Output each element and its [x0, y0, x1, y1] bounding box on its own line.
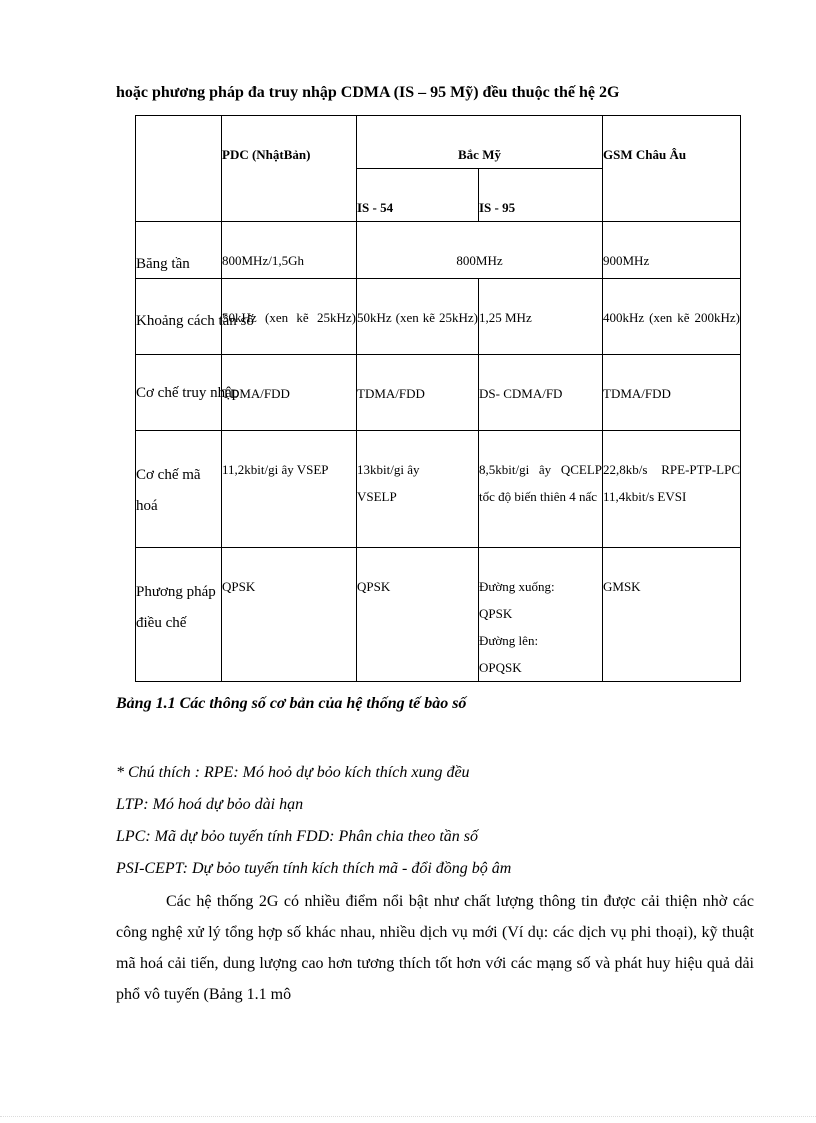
cell-gsm: GMSK — [603, 548, 741, 682]
row-label: Cơ chế mã hoá — [136, 431, 222, 548]
table-row — [136, 222, 741, 279]
cell-pdc: 800MHz/1,5Gh — [222, 222, 357, 279]
cell-pdc: TDMA/FDD — [222, 355, 357, 431]
row-label: Phương pháp điều chế — [136, 548, 222, 682]
note-item: LPC: Mã dự bỏo tuyến tính FDD: Phân chia theo tần số — [116, 828, 479, 845]
body-paragraph: Các hệ thống 2G có nhiều điểm nổi bật như chất lượng thông tin được cải thiện nhờ các công nghệ xử lý tổng hợp số khác nhau, nhiều dịch vụ mới (Ví dụ: các dịch vụ phi thoại), kỹ thuật mã hoá cải tiến, dung lượng cao hơn tương thích tốt hơn với các mạng số và phát huy hiệu quả dải phổ vô tuyến (Bảng 1.1 mô — [116, 893, 754, 1003]
row-label: Cơ chế truy nhập — [136, 355, 222, 431]
cell-is95: 1,25 MHz — [479, 279, 603, 355]
header-corner-cell — [136, 116, 222, 222]
cell-is54: 13kbit/gi ây VSELP — [357, 431, 479, 548]
cell-is54: TDMA/FDD — [357, 355, 479, 431]
cell-is54: 50kHz (xen kẽ 25kHz) — [357, 279, 479, 355]
row-label: Khoảng cách tần số — [136, 279, 222, 355]
cell-is54: QPSK — [357, 548, 479, 682]
intro-line: hoặc phương pháp đa truy nhập CDMA (IS – 95 Mỹ) đều thuộc thế hệ 2G — [116, 84, 620, 101]
cell-gsm: 22,8kb/s RPE-PTP-LPC 11,4kbit/s EVSI — [603, 431, 741, 548]
table-row — [136, 431, 741, 548]
cell-bac-my: 800MHz — [357, 222, 603, 279]
header-is95: IS - 95 — [479, 169, 603, 222]
spec-table — [135, 115, 741, 682]
notes-list — [116, 757, 511, 885]
note-item: LTP: Mó hoá dự bỏo dài hạn — [116, 796, 304, 813]
cell-gsm: 400kHz (xen kẽ 200kHz) — [603, 279, 741, 355]
note-item: PSI-CEPT: Dự bỏo tuyến tính kích thích mã - đổi đồng bộ âm — [116, 860, 512, 877]
row-label: Băng tần — [136, 222, 222, 279]
header-gsm: GSM Châu Âu — [603, 116, 741, 222]
cell-gsm: TDMA/FDD — [603, 355, 741, 431]
header-pdc: PDC (NhậtBản) — [222, 116, 357, 222]
cell-is95: DS- CDMA/FD — [479, 355, 603, 431]
cell-is95: 8,5kbit/gi ây QCELP tốc độ biến thiên 4 nấc — [479, 431, 603, 548]
table-row — [136, 279, 741, 355]
note-item: * Chú thích : RPE: Mó hoỏ dự bỏo kích thích xung đều — [116, 764, 470, 781]
header-is54: IS - 54 — [357, 169, 479, 222]
header-bac-my: Bắc Mỹ — [357, 116, 603, 169]
cell-pdc: QPSK — [222, 548, 357, 682]
cell-pdc: 11,2kbit/gi ây VSEP — [222, 431, 357, 548]
table-header-row — [136, 116, 741, 169]
table-row — [136, 548, 741, 682]
table-caption: Bảng 1.1 Các thông số cơ bản của hệ thống tế bào số — [116, 695, 467, 712]
table-row — [136, 355, 741, 431]
cell-gsm: 900MHz — [603, 222, 741, 279]
page-bottom-rule — [0, 1116, 816, 1117]
cell-pdc: 50kHz (xen kẽ 25kHz) — [222, 279, 357, 355]
cell-is95: Đường xuống: QPSK Đường lên: OPQSK — [479, 548, 603, 682]
